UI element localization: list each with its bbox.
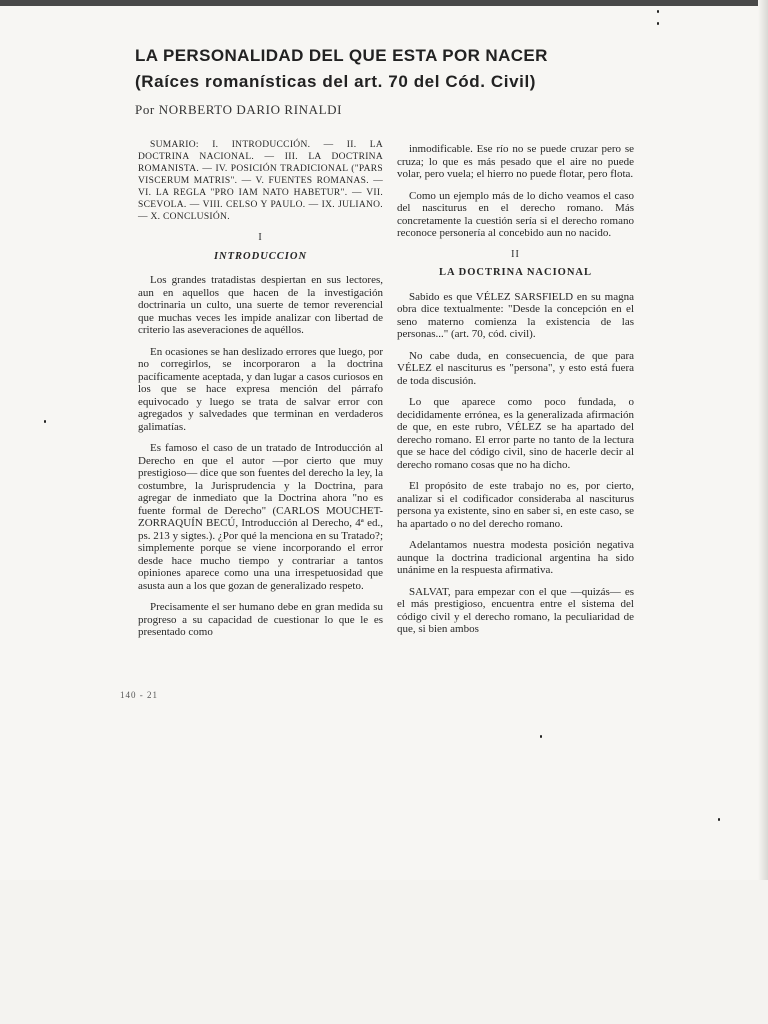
paragraph: Es famoso el caso de un tratado de Introducción al Derecho en que el autor —por cierto que muy prestigioso— dice que son fuentes del derecho la ley, la costumbre, la Jurisprudencia y la Doctrina, para agregar de inmediato que la Doctrina ahora "no es fuente formal de Derecho" (CARLOS MOUCHET-ZORRAQUÍN BECÚ, Introducción al Derecho, 4ª ed., ps. 213 y sigtes.). ¿Por qué la menciona en su Tratado?; simplemente porque se viene incorporando el error desde hace mucho tiempo y contrariar a tantos opiniones aparece como una una irrespetuosidad que asusta aun a los que gozan de generalizado respeto.	[138, 442, 383, 592]
scan-speck	[657, 10, 659, 13]
section-number-1: I	[258, 232, 263, 243]
article-author: Por NORBERTO DARIO RINALDI	[135, 102, 343, 117]
page-number: 140 - 21	[120, 690, 158, 700]
paragraph: Adelantamos nuestra modesta posición negativa aunque la doctrina tradicional argentina ha sido unánime en la respuesta afirmativa.	[397, 539, 634, 576]
section-title-introduccion: INTRODUCCION	[213, 250, 308, 262]
paragraph: El propósito de este trabajo no es, por cierto, analizar si el codificador consideraba al nasciturus persona ya existente, sino en saber si, en este caso, se ha apartado o no del derecho romano.	[397, 480, 634, 530]
paragraph: Los grandes tratadistas despiertan en sus lectores, aun en aquellos que hacen de la investigación doctrinaria un culto, una suerte de temor reverencial que muchas veces les impide analizar con libertad de criterio las aseveraciones de aquéllos.	[138, 274, 383, 336]
article-title: LA PERSONALIDAD DEL QUE ESTA POR NACER	[135, 46, 548, 65]
paragraph: Precisamente el ser humano debe en gran medida su progreso a su capacidad de cuestionar lo que le es presentado como	[138, 601, 383, 638]
paragraph: Sabido es que VÉLEZ SARSFIELD en su magna obra dice textualmente: "Desde la concepción en el seno materno comienza la existencia de las personas..." (art. 70, cód. civil).	[397, 290, 634, 340]
paragraph: SALVAT, para empezar con el que —quizás— es el más prestigioso, encuentra entre el sistema del código civil y el derecho romano, la peculiaridad de que, si bien ambos	[397, 585, 634, 635]
scan-speck	[540, 735, 542, 738]
left-column	[138, 139, 383, 648]
section-number-2: II	[511, 248, 520, 260]
paragraph: inmodificable. Ese río no se puede cruzar pero se cruza; lo que es más pesado que el aire no puede volar, pero vuela; el hierro no puede flotar, pero flota.	[397, 143, 634, 180]
article-subtitle: (Raíces romanísticas del art. 70 del Cód. Civil)	[135, 72, 537, 91]
paragraph: En ocasiones se han deslizado errores que luego, por no corregirlos, se incorporaron a la doctrina pacíficamente aceptada, y dan lugar a casos curiosos en los que se hace expresa mención del párrafo equivocado y luego se trata de salvar error con agregados y salvedades que terminan en verdaderos galimatías.	[138, 345, 383, 433]
scan-right-shadow	[758, 0, 768, 880]
scan-speck	[718, 818, 720, 821]
scan-speck	[657, 22, 659, 25]
paragraph: No cabe duda, en consecuencia, de que para VÉLEZ el nasciturus es "persona", y esto está fuera de toda discusión.	[397, 349, 634, 387]
right-column	[397, 143, 634, 645]
sumario: SUMARIO: I. INTRODUCCIÓN. — II. LA DOCTRINA NACIONAL. — III. LA DOCTRINA ROMANISTA. — IV. POSICIÓN TRADICIONAL ("PARS VISCERUM MATRIS". — V. FUENTES ROMANAS. — VI. LA REGLA "PRO IAM NATO HABETUR". — VII. SCEVOLA. — VIII. CELSO Y PAULO. — IX. JULIANO. — X. CONCLUSIÓN.	[138, 140, 383, 222]
scan-speck	[44, 420, 46, 423]
paragraph: Como un ejemplo más de lo dicho veamos el caso del nasciturus en el derecho romano. Más concretamente la cuestión sería si el derecho romano reconoce personería al concebido aun no nacido.	[397, 189, 634, 239]
scan-top-edge	[0, 0, 768, 6]
section-title-doctrina-nacional: LA DOCTRINA NACIONAL	[438, 267, 593, 278]
paragraph: Lo que aparece como poco fundada, o decididamente errónea, es la generalizada afirmación de que, en este rubro, VÉLEZ se ha apartado del derecho romano. El error parte no tanto de la lectura que se hace del código civil, sino de hacerle decir al derecho romano cosas que no ha dicho.	[397, 396, 634, 471]
